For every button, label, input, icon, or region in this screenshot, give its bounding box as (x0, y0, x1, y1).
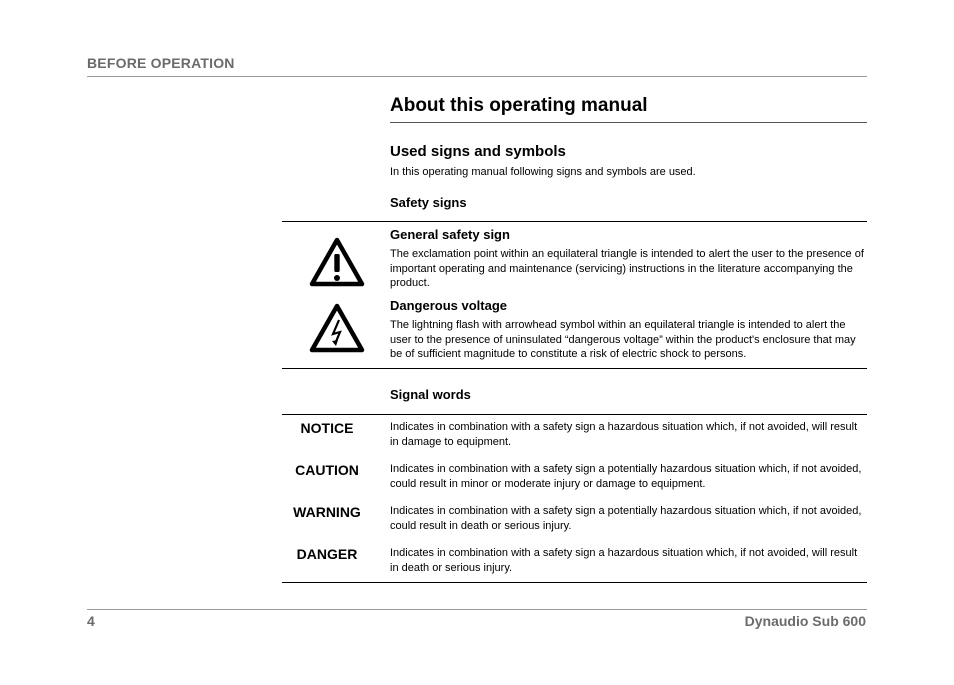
exclamation-warning-icon (308, 236, 366, 293)
general-safety-sign-text: The exclamation point within an equilateral triangle is intended to alert the user to the presence of important operating and maintenance (servicing) instructions in the literature accompanying the product. (390, 248, 864, 289)
safety-signs-bottom-rule (282, 368, 867, 369)
signal-words-heading: Signal words (390, 387, 471, 402)
intro-text: In this operating manual following signs and symbols are used. (390, 166, 696, 178)
dangerous-voltage-title: Dangerous voltage (390, 298, 508, 313)
lightning-warning-icon (308, 302, 366, 359)
title-underline (390, 122, 867, 123)
signal-word-caution: CAUTION (295, 462, 359, 478)
page-title: About this operating manual (390, 95, 648, 116)
signal-word-caution-text: Indicates in combination with a safety sign a potentially hazardous situation which, if not avoided, could result in minor or moderate injury or damage to equipment. (390, 463, 862, 490)
header-divider (87, 76, 867, 77)
signal-words-bottom-rule (282, 582, 867, 583)
signal-word-notice-text: Indicates in combination with a safety sign a hazardous situation which, if not avoided, will result in damage to equipment. (390, 421, 858, 448)
signal-word-danger-text: Indicates in combination with a safety sign a hazardous situation which, if not avoided, will result in death or serious injury. (390, 547, 858, 574)
dangerous-voltage-text: The lightning flash with arrowhead symbol within an equilateral triangle is intended to alert the user to the presence of uninsulated “dangerous voltage” within the product's enclosure that may be of sufficient magnitude to constitute a risk of electric shock to persons. (390, 319, 856, 360)
safety-signs-top-rule (282, 221, 867, 222)
signal-words-top-rule (282, 414, 867, 415)
general-safety-sign-title: General safety sign (390, 227, 510, 242)
product-name: Dynaudio Sub 600 (744, 613, 866, 629)
safety-signs-heading: Safety signs (390, 195, 467, 210)
signal-word-warning: WARNING (293, 504, 361, 520)
footer-divider (87, 609, 867, 610)
section-header: BEFORE OPERATION (87, 55, 235, 71)
page-number: 4 (87, 613, 95, 629)
signal-word-warning-text: Indicates in combination with a safety sign a potentially hazardous situation which, if not avoided, could result in death or serious injury. (390, 505, 862, 532)
signal-word-danger: DANGER (296, 546, 358, 562)
signal-word-notice: NOTICE (300, 420, 354, 436)
section-subtitle: Used signs and symbols (390, 143, 566, 160)
